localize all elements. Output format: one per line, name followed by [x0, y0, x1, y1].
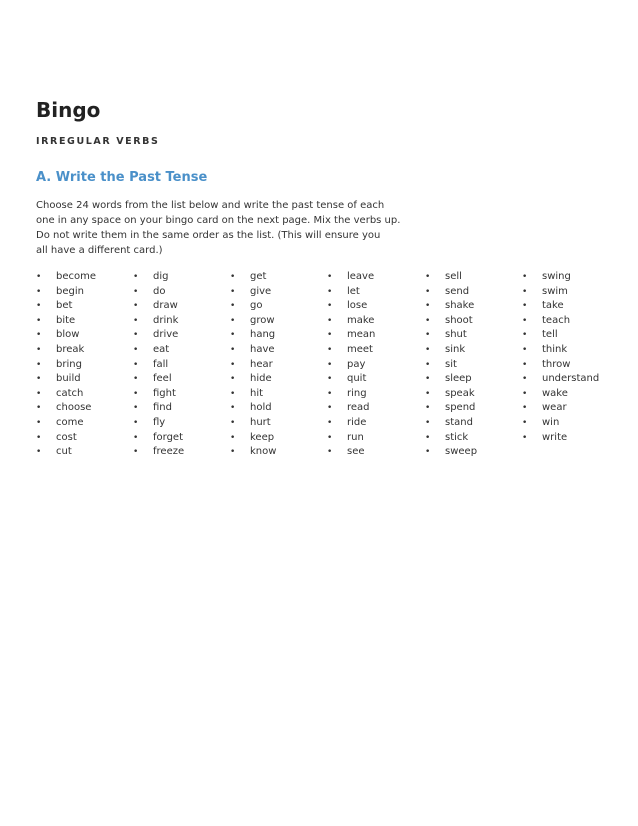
verb-word: write	[542, 431, 568, 443]
verb-word: read	[347, 402, 370, 414]
bullet-icon: •	[327, 359, 333, 370]
bullet-icon: •	[522, 286, 528, 297]
verb-word: freeze	[153, 446, 185, 458]
bullet-icon: •	[36, 388, 42, 399]
bullet-icon: •	[133, 432, 139, 443]
bullet-icon: •	[522, 432, 528, 443]
verb-list-item	[133, 445, 184, 460]
verb-list-item	[425, 328, 477, 343]
verb-word: speak	[445, 387, 475, 399]
bullet-icon: •	[522, 315, 528, 326]
verb-word: throw	[542, 358, 571, 370]
verb-word: break	[56, 343, 85, 355]
verb-column	[425, 270, 477, 460]
verb-list-item	[230, 445, 276, 460]
bullet-icon: •	[133, 344, 139, 355]
verb-word: mean	[347, 329, 376, 341]
bullet-icon: •	[36, 359, 42, 370]
bullet-icon: •	[230, 301, 236, 312]
verb-word: take	[542, 300, 564, 312]
verb-word: cost	[56, 431, 77, 443]
bullet-icon: •	[36, 374, 42, 385]
bullet-icon: •	[327, 272, 333, 282]
bullet-icon: •	[327, 315, 333, 326]
verb-list-item	[522, 328, 599, 343]
bullet-icon: •	[133, 388, 139, 399]
verb-word: think	[542, 343, 568, 355]
verb-word: sit	[445, 358, 457, 370]
bullet-icon: •	[133, 286, 139, 297]
verb-list-item	[230, 343, 276, 358]
bullet-icon: •	[36, 272, 42, 282]
bullet-icon: •	[230, 286, 236, 297]
verb-word: come	[56, 416, 84, 428]
verb-word: stick	[445, 431, 469, 443]
verb-word: send	[445, 285, 470, 297]
verb-word: fly	[153, 416, 166, 428]
verb-word: do	[153, 285, 166, 297]
bullet-icon: •	[230, 417, 236, 428]
verb-word: meet	[347, 343, 373, 355]
verb-list-item	[230, 270, 276, 285]
verb-word: build	[56, 373, 81, 385]
worksheet-page	[36, 96, 616, 470]
verb-list-item	[327, 387, 375, 402]
verb-word: cut	[56, 446, 72, 458]
bullet-icon: •	[36, 286, 42, 297]
verb-word: choose	[56, 402, 92, 414]
bullet-icon: •	[327, 330, 333, 341]
verb-word: make	[347, 314, 375, 326]
verb-word: sell	[445, 271, 462, 282]
verb-list-item	[327, 285, 375, 300]
verb-list-item	[230, 401, 276, 416]
bullet-icon: •	[522, 374, 528, 385]
bullet-icon: •	[230, 330, 236, 341]
verb-word: sink	[445, 343, 466, 355]
verb-word: know	[250, 446, 277, 458]
verb-word: catch	[56, 387, 84, 399]
verb-word: ride	[347, 416, 367, 428]
bullet-icon: •	[522, 417, 528, 428]
verb-word: stand	[445, 416, 473, 428]
verb-list-item	[133, 299, 184, 314]
verb-word: sweep	[445, 446, 478, 458]
verb-list	[36, 270, 616, 470]
verb-word: fight	[153, 387, 176, 399]
verb-word: drink	[153, 314, 179, 326]
page-subtitle: IRREGULAR VERBS	[36, 136, 160, 147]
verb-word: have	[250, 343, 275, 355]
verb-word: spend	[445, 402, 476, 414]
verb-column	[36, 270, 96, 460]
bullet-icon: •	[425, 388, 431, 399]
bullet-icon: •	[230, 344, 236, 355]
verb-list-item	[425, 343, 477, 358]
verb-word: feel	[153, 373, 172, 385]
verb-list-item	[327, 343, 375, 358]
verb-list-item	[230, 431, 276, 446]
verb-word: get	[250, 271, 267, 282]
verb-word: run	[347, 431, 364, 443]
verb-word: let	[347, 285, 360, 297]
verb-column	[230, 270, 276, 460]
bullet-icon: •	[327, 417, 333, 428]
verb-list-item	[522, 343, 599, 358]
verb-column	[327, 270, 375, 460]
verb-list-item	[133, 343, 184, 358]
verb-word: dig	[153, 271, 169, 282]
verb-list-item	[522, 401, 599, 416]
verb-word: win	[542, 416, 560, 428]
bullet-icon: •	[327, 374, 333, 385]
verb-word: shake	[445, 300, 475, 312]
verb-word: ring	[347, 387, 367, 399]
verb-list-item	[425, 299, 477, 314]
bullet-icon: •	[522, 403, 528, 414]
verb-word: tell	[542, 329, 558, 341]
verb-list-item	[133, 328, 184, 343]
bullet-icon: •	[327, 388, 333, 399]
bullet-icon: •	[230, 432, 236, 443]
bullet-icon: •	[230, 359, 236, 370]
verb-word: shoot	[445, 314, 473, 326]
bullet-icon: •	[230, 403, 236, 414]
verb-word: grow	[250, 314, 275, 326]
bullet-icon: •	[522, 301, 528, 312]
verb-word: see	[347, 446, 365, 458]
verb-list-item	[133, 401, 184, 416]
verb-list-item	[425, 285, 477, 300]
bullet-icon: •	[36, 315, 42, 326]
bullet-icon: •	[230, 447, 236, 458]
instructions-line: one in any space on your bingo card on the next page. Mix the verbs up.	[36, 215, 401, 226]
verb-word: draw	[153, 300, 178, 312]
verb-list-item	[522, 270, 599, 285]
section-title: A. Write the Past Tense	[36, 170, 208, 185]
verb-column	[133, 270, 184, 460]
bullet-icon: •	[230, 388, 236, 399]
verb-word: bring	[56, 358, 82, 370]
bullet-icon: •	[425, 374, 431, 385]
verb-list-item	[327, 328, 375, 343]
verb-list-item	[133, 270, 184, 285]
verb-word: hide	[250, 373, 272, 385]
bullet-icon: •	[522, 330, 528, 341]
verb-list-item	[36, 314, 96, 329]
verb-list-item	[327, 270, 375, 285]
bullet-icon: •	[230, 315, 236, 326]
bullet-icon: •	[425, 447, 431, 458]
verb-word: wake	[542, 387, 568, 399]
verb-word: begin	[56, 285, 84, 297]
verb-word: find	[153, 402, 172, 414]
verb-word: hear	[250, 358, 273, 370]
verb-list-item	[230, 372, 276, 387]
instructions	[36, 198, 406, 258]
verb-word: swim	[542, 285, 568, 297]
bullet-icon: •	[327, 301, 333, 312]
bullet-icon: •	[425, 344, 431, 355]
bullet-icon: •	[327, 432, 333, 443]
bullet-icon: •	[36, 432, 42, 443]
bullet-icon: •	[36, 447, 42, 458]
bullet-icon: •	[133, 403, 139, 414]
verb-list-item	[522, 358, 599, 373]
verb-list-item	[425, 314, 477, 329]
verb-list-item	[36, 416, 96, 431]
bullet-icon: •	[133, 330, 139, 341]
verb-list-item	[36, 270, 96, 285]
verb-word: hang	[250, 329, 276, 341]
verb-list-item	[133, 372, 184, 387]
verb-list-item	[133, 387, 184, 402]
verb-word: keep	[250, 431, 275, 443]
bullet-icon: •	[327, 344, 333, 355]
verb-list-item	[425, 431, 477, 446]
verb-word: leave	[347, 271, 375, 282]
bullet-icon: •	[133, 417, 139, 428]
instructions-line: Choose 24 words from the list below and write the past tense of each	[36, 200, 385, 211]
bullet-icon: •	[522, 388, 528, 399]
bullet-icon: •	[425, 301, 431, 312]
verb-list-item	[425, 372, 477, 387]
bullet-icon: •	[327, 447, 333, 458]
verb-list-item	[230, 416, 276, 431]
verb-list-item	[36, 387, 96, 402]
verb-word: bet	[56, 300, 73, 312]
verb-word: lose	[347, 300, 368, 312]
bullet-icon: •	[133, 359, 139, 370]
verb-word: give	[250, 285, 272, 297]
verb-list-item	[133, 314, 184, 329]
verb-list-item	[230, 285, 276, 300]
verb-list-item	[133, 358, 184, 373]
verb-list-item	[36, 401, 96, 416]
verb-list-item	[230, 328, 276, 343]
verb-list-item	[36, 431, 96, 446]
bullet-icon: •	[425, 272, 431, 282]
verb-word: become	[56, 271, 97, 282]
verb-list-item	[230, 299, 276, 314]
verb-list-item	[327, 372, 375, 387]
verb-word: sleep	[445, 373, 472, 385]
verb-list-item	[36, 372, 96, 387]
verb-word: drive	[153, 329, 179, 341]
bullet-icon: •	[133, 301, 139, 312]
bullet-icon: •	[36, 330, 42, 341]
bullet-icon: •	[425, 417, 431, 428]
verb-list-item	[425, 358, 477, 373]
verb-list-item	[327, 314, 375, 329]
bullet-icon: •	[230, 374, 236, 385]
bullet-icon: •	[425, 330, 431, 341]
bullet-icon: •	[522, 272, 528, 282]
verb-list-item	[522, 431, 599, 446]
verb-list-item	[522, 372, 599, 387]
bullet-icon: •	[425, 403, 431, 414]
bullet-icon: •	[327, 286, 333, 297]
verb-list-item	[327, 299, 375, 314]
verb-word: blow	[56, 329, 80, 341]
bullet-icon: •	[36, 301, 42, 312]
bullet-icon: •	[133, 374, 139, 385]
verb-word: wear	[542, 402, 567, 414]
verb-word: teach	[542, 314, 571, 326]
instructions-line: all have a different card.)	[36, 245, 163, 256]
verb-list-item	[230, 314, 276, 329]
verb-list-item	[36, 299, 96, 314]
verb-list-item	[522, 299, 599, 314]
bullet-icon: •	[425, 359, 431, 370]
verb-list-item	[133, 285, 184, 300]
bullet-icon: •	[425, 286, 431, 297]
verb-list-item	[522, 285, 599, 300]
verb-word: swing	[542, 271, 571, 282]
bullet-icon: •	[522, 359, 528, 370]
verb-list-item	[522, 314, 599, 329]
bullet-icon: •	[327, 403, 333, 414]
verb-list-item	[425, 445, 477, 460]
verb-list-item	[425, 387, 477, 402]
verb-word: bite	[56, 314, 76, 326]
bullet-icon: •	[425, 315, 431, 326]
verb-list-item	[522, 387, 599, 402]
verb-list-item	[133, 431, 184, 446]
verb-list-item	[327, 358, 375, 373]
bullet-icon: •	[133, 315, 139, 326]
bullet-icon: •	[230, 272, 236, 282]
verb-list-item	[230, 387, 276, 402]
instructions-line: Do not write them in the same order as the list. (This will ensure you	[36, 230, 381, 241]
verb-word: hold	[250, 402, 272, 414]
verb-list-item	[522, 416, 599, 431]
verb-word: quit	[347, 373, 367, 385]
verb-word: pay	[347, 358, 366, 370]
verb-list-item	[36, 358, 96, 373]
bullet-icon: •	[36, 344, 42, 355]
verb-word: hit	[250, 387, 264, 399]
verb-word: fall	[153, 358, 169, 370]
verb-list-item	[230, 358, 276, 373]
verb-list-item	[36, 445, 96, 460]
verb-list-item	[36, 328, 96, 343]
verb-list-item	[425, 416, 477, 431]
verb-column	[522, 270, 599, 445]
verb-list-item	[327, 431, 375, 446]
verb-list-item	[133, 416, 184, 431]
bullet-icon: •	[36, 403, 42, 414]
verb-list-item	[36, 285, 96, 300]
bullet-icon: •	[133, 272, 139, 282]
verb-list-item	[425, 270, 477, 285]
verb-word: eat	[153, 343, 170, 355]
verb-list-item	[327, 416, 375, 431]
bullet-icon: •	[36, 417, 42, 428]
verb-word: hurt	[250, 416, 271, 428]
verb-list-item	[327, 401, 375, 416]
verb-word: go	[250, 300, 263, 312]
verb-word: understand	[542, 373, 600, 385]
page-title: Bingo	[36, 98, 101, 122]
bullet-icon: •	[133, 447, 139, 458]
verb-list-item	[425, 401, 477, 416]
bullet-icon: •	[425, 432, 431, 443]
bullet-icon: •	[522, 344, 528, 355]
verb-word: shut	[445, 329, 467, 341]
verb-list-item	[36, 343, 96, 358]
verb-list-item	[327, 445, 375, 460]
verb-word: forget	[153, 431, 183, 443]
